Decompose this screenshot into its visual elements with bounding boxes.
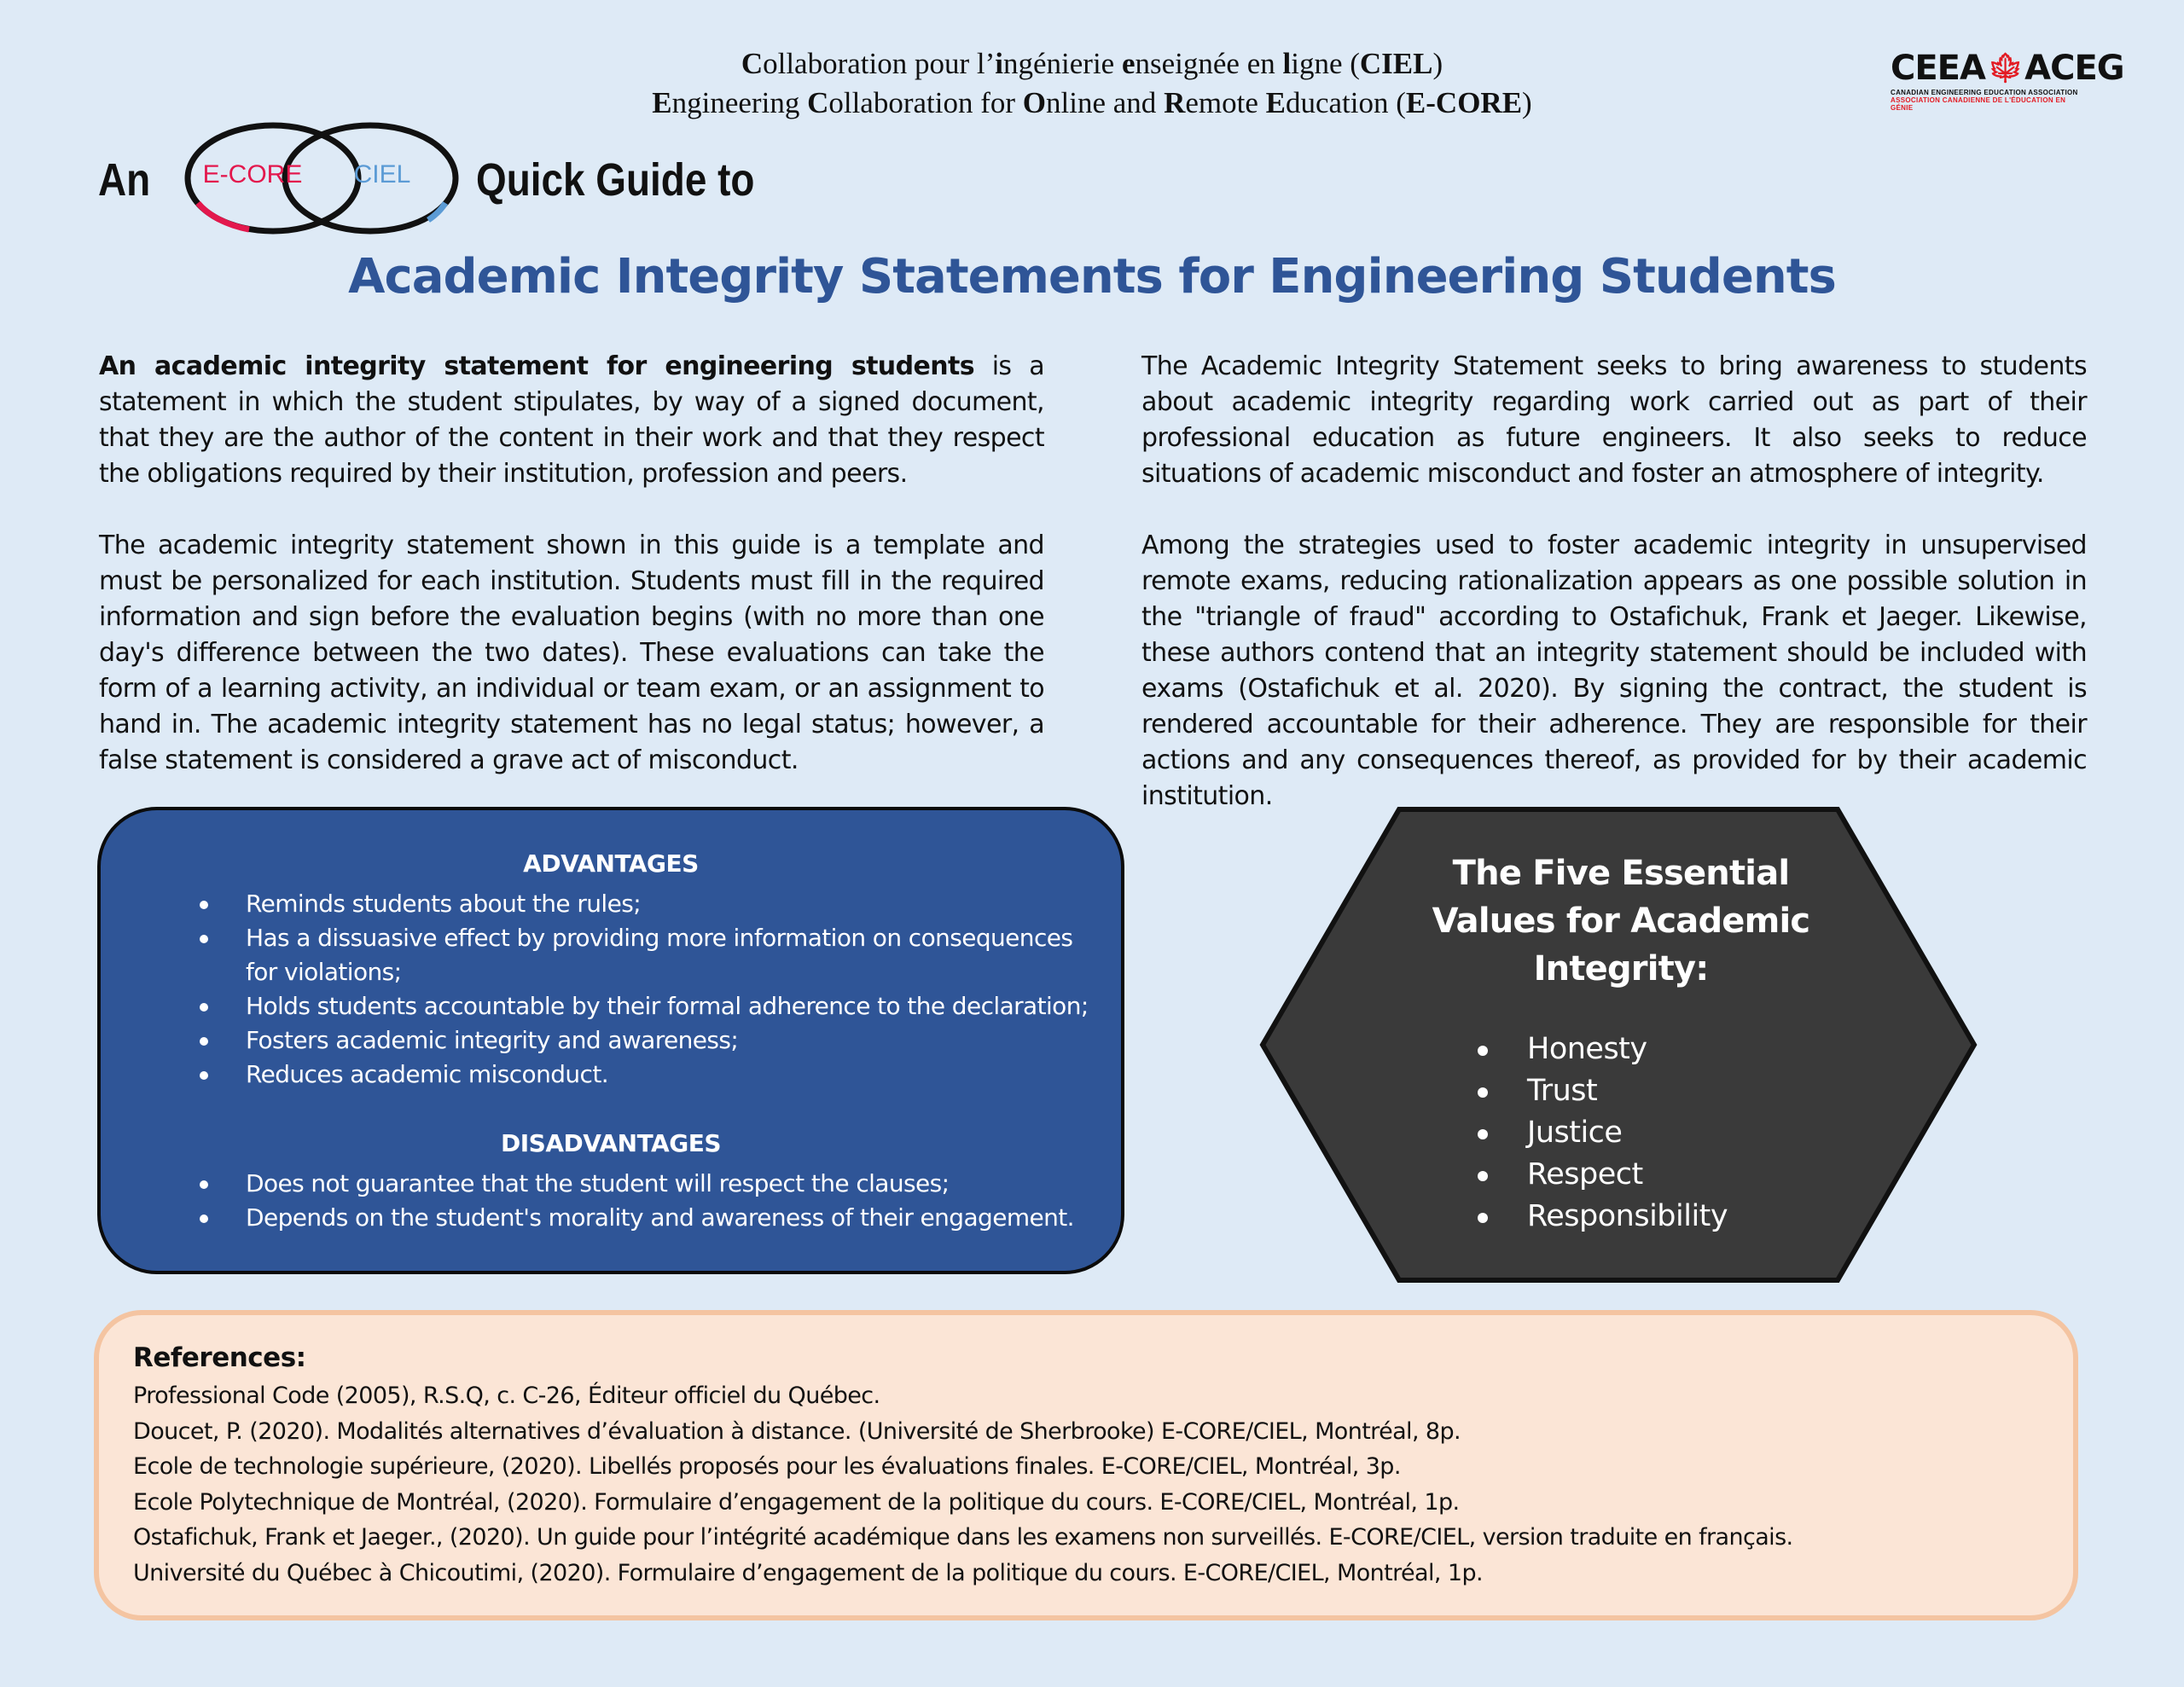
header-segment: E-CORE <box>1405 86 1523 119</box>
left-paragraph-2: The academic integrity statement shown in this guide is a template and must be personalized for each institution. Students must fill in the required information and sign before the evaluation begins (with no more than one day's difference between the two dates). These evaluations can take the form of a learning activity, an individual or team exam, or an assignment to hand in. The academic integrity statement has no legal status; however, a false statement is considered a grave act of misconduct. <box>99 530 1044 775</box>
ceea-logo-subtitle-en: CANADIAN ENGINEERING EDUCATION ASSOCIATION <box>1891 89 2078 96</box>
ecore-logo-text: E-CORE <box>202 160 303 188</box>
disadvantages-heading: DISADVANTAGES <box>501 1129 721 1157</box>
right-column <box>1141 349 2087 850</box>
value-item: Honesty <box>1476 1029 1728 1070</box>
header-segment: E <box>1265 86 1286 119</box>
ceea-logo-subtitle-fr: ASSOCIATION CANADIENNE DE L'ÉDUCATION EN GÉNIE <box>1891 96 2066 112</box>
reference-item: Professional Code (2005), R.S.Q, c. C-26, Éditeur officiel du Québec. <box>133 1383 880 1409</box>
header-segment: l <box>1282 47 1292 80</box>
ecore-ciel-logo <box>172 118 471 239</box>
header-segment: ) <box>1432 47 1443 80</box>
header-segment: CIEL <box>1359 47 1433 80</box>
advantage-item: Has a dissuasive effect by providing more information on consequences for violations; <box>195 921 1099 989</box>
reference-item: Ecole Polytechnique de Montréal, (2020). Formulaire d’engagement de la politique du cours. E-CORE/CIEL, Montréal, 1p. <box>133 1488 1460 1516</box>
reference-item: Ostafichuk, Frank et Jaeger., (2020). Un guide pour l’intégrité académique dans les examens non surveillés. E-CORE/CIEL, version traduite en français. <box>133 1524 1793 1551</box>
reference-item: Université du Québec à Chicoutimi, (2020). Formulaire d’engagement de la politique du cours. E-CORE/CIEL, Montréal, 1p. <box>133 1559 1483 1586</box>
values-list <box>1476 1029 1728 1238</box>
value-item: Responsibility <box>1476 1196 1728 1238</box>
advantage-item: Fosters academic integrity and awareness; <box>195 1023 1099 1058</box>
advantages-list <box>195 887 1099 1092</box>
disadvantage-item: Depends on the student's morality and awareness of their engagement. <box>195 1201 1099 1235</box>
header-segment: ollaboration pour l’ <box>763 47 996 80</box>
header-segment: R <box>1164 86 1186 119</box>
ceea-logo-right: ACEG <box>2024 49 2124 88</box>
disadvantage-item: Does not guarantee that the student will respect the clauses; <box>195 1167 1099 1201</box>
disadvantages-list <box>195 1167 1099 1235</box>
header-segment: C <box>807 86 829 119</box>
header-segment: O <box>1022 86 1047 119</box>
header-line-french <box>478 44 1706 84</box>
left-paragraph-1-bold: An academic integrity statement for engineering students <box>99 351 974 381</box>
value-item: Justice <box>1476 1112 1728 1154</box>
references-list <box>133 1378 1793 1591</box>
guide-an-label: An <box>98 154 151 206</box>
advantages-heading: ADVANTAGES <box>523 849 699 878</box>
header-segment: ngénierie <box>1003 47 1122 80</box>
header-segment: nseignée en <box>1135 47 1283 80</box>
maple-leaf-icon: 🍁︎ <box>1986 51 2024 85</box>
value-item: Respect <box>1476 1154 1728 1196</box>
reference-item: Doucet, P. (2020). Modalités alternatives d’évaluation à distance. (Université de Sherbrooke) E-CORE/CIEL, Montréal, 8p. <box>133 1417 1461 1445</box>
right-paragraph-2: Among the strategies used to foster academic integrity in unsupervised remote exams, reducing rationalization appears as one possible solution in the "triangle of fraud" according to Ostafichuk, Frank et Jaeger. Likewise, these authors contend that an integrity statement should be included with exams (Ostafichuk et al. 2020). By signing the contract, the student is rendered accountable for their adherence. They are responsible for their actions and any consequences thereof, as provided for by their academic institution. <box>1141 530 2087 811</box>
left-column <box>99 349 1044 815</box>
left-paragraph-1 <box>99 349 1044 492</box>
header-line-english <box>478 84 1706 123</box>
header-segment: emote <box>1185 86 1266 119</box>
header-segment: nline and <box>1046 86 1165 119</box>
right-paragraph-1: The Academic Integrity Statement seeks to bring awareness to students about academic integrity regarding work carried out as part of their professional education as future engineers. It also seeks to reduce situations of academic misconduct and foster an atmosphere of integrity. <box>1141 351 2087 489</box>
guide-quick-label: Quick Guide to <box>476 154 755 206</box>
advantages-box <box>97 807 1124 1274</box>
header-collaboration-lines <box>478 44 1706 123</box>
advantage-item: Reminds students about the rules; <box>195 887 1099 921</box>
header-segment: i <box>995 47 1003 80</box>
value-item: Trust <box>1476 1070 1728 1112</box>
left-paragraph-1-rest: is a statement in which the student stipulates, by way of a signed document, that they are the author of the content in their work and that they respect the obligations required by their institution, profession and peers. <box>99 351 1044 489</box>
advantage-item: Reduces academic misconduct. <box>195 1058 1099 1092</box>
page-title: Academic Integrity Statements for Engineering Students <box>348 249 1836 304</box>
ciel-logo-text: CIEL <box>353 160 411 188</box>
header-segment: ) <box>1522 86 1532 119</box>
header-segment: E <box>652 86 672 119</box>
header-segment: ducation ( <box>1285 86 1406 119</box>
reference-item: Ecole de technologie supérieure, (2020). Libellés proposés pour les évaluations finales. E-CORE/CIEL, Montréal, 3p. <box>133 1453 1401 1480</box>
ceea-logo-left: CEEA <box>1891 49 1985 88</box>
header-segment: ngineering <box>671 86 808 119</box>
values-title: The Five Essential Values for Academic Integrity: <box>1432 854 1810 988</box>
header-segment: C <box>741 47 764 80</box>
ceea-aceg-logo <box>1891 49 2124 112</box>
advantage-item: Holds students accountable by their formal adherence to the declaration; <box>195 989 1099 1023</box>
references-heading: References: <box>133 1342 306 1373</box>
header-segment: e <box>1121 47 1136 80</box>
header-segment: ollaboration for <box>828 86 1023 119</box>
header-segment: igne ( <box>1291 47 1360 80</box>
